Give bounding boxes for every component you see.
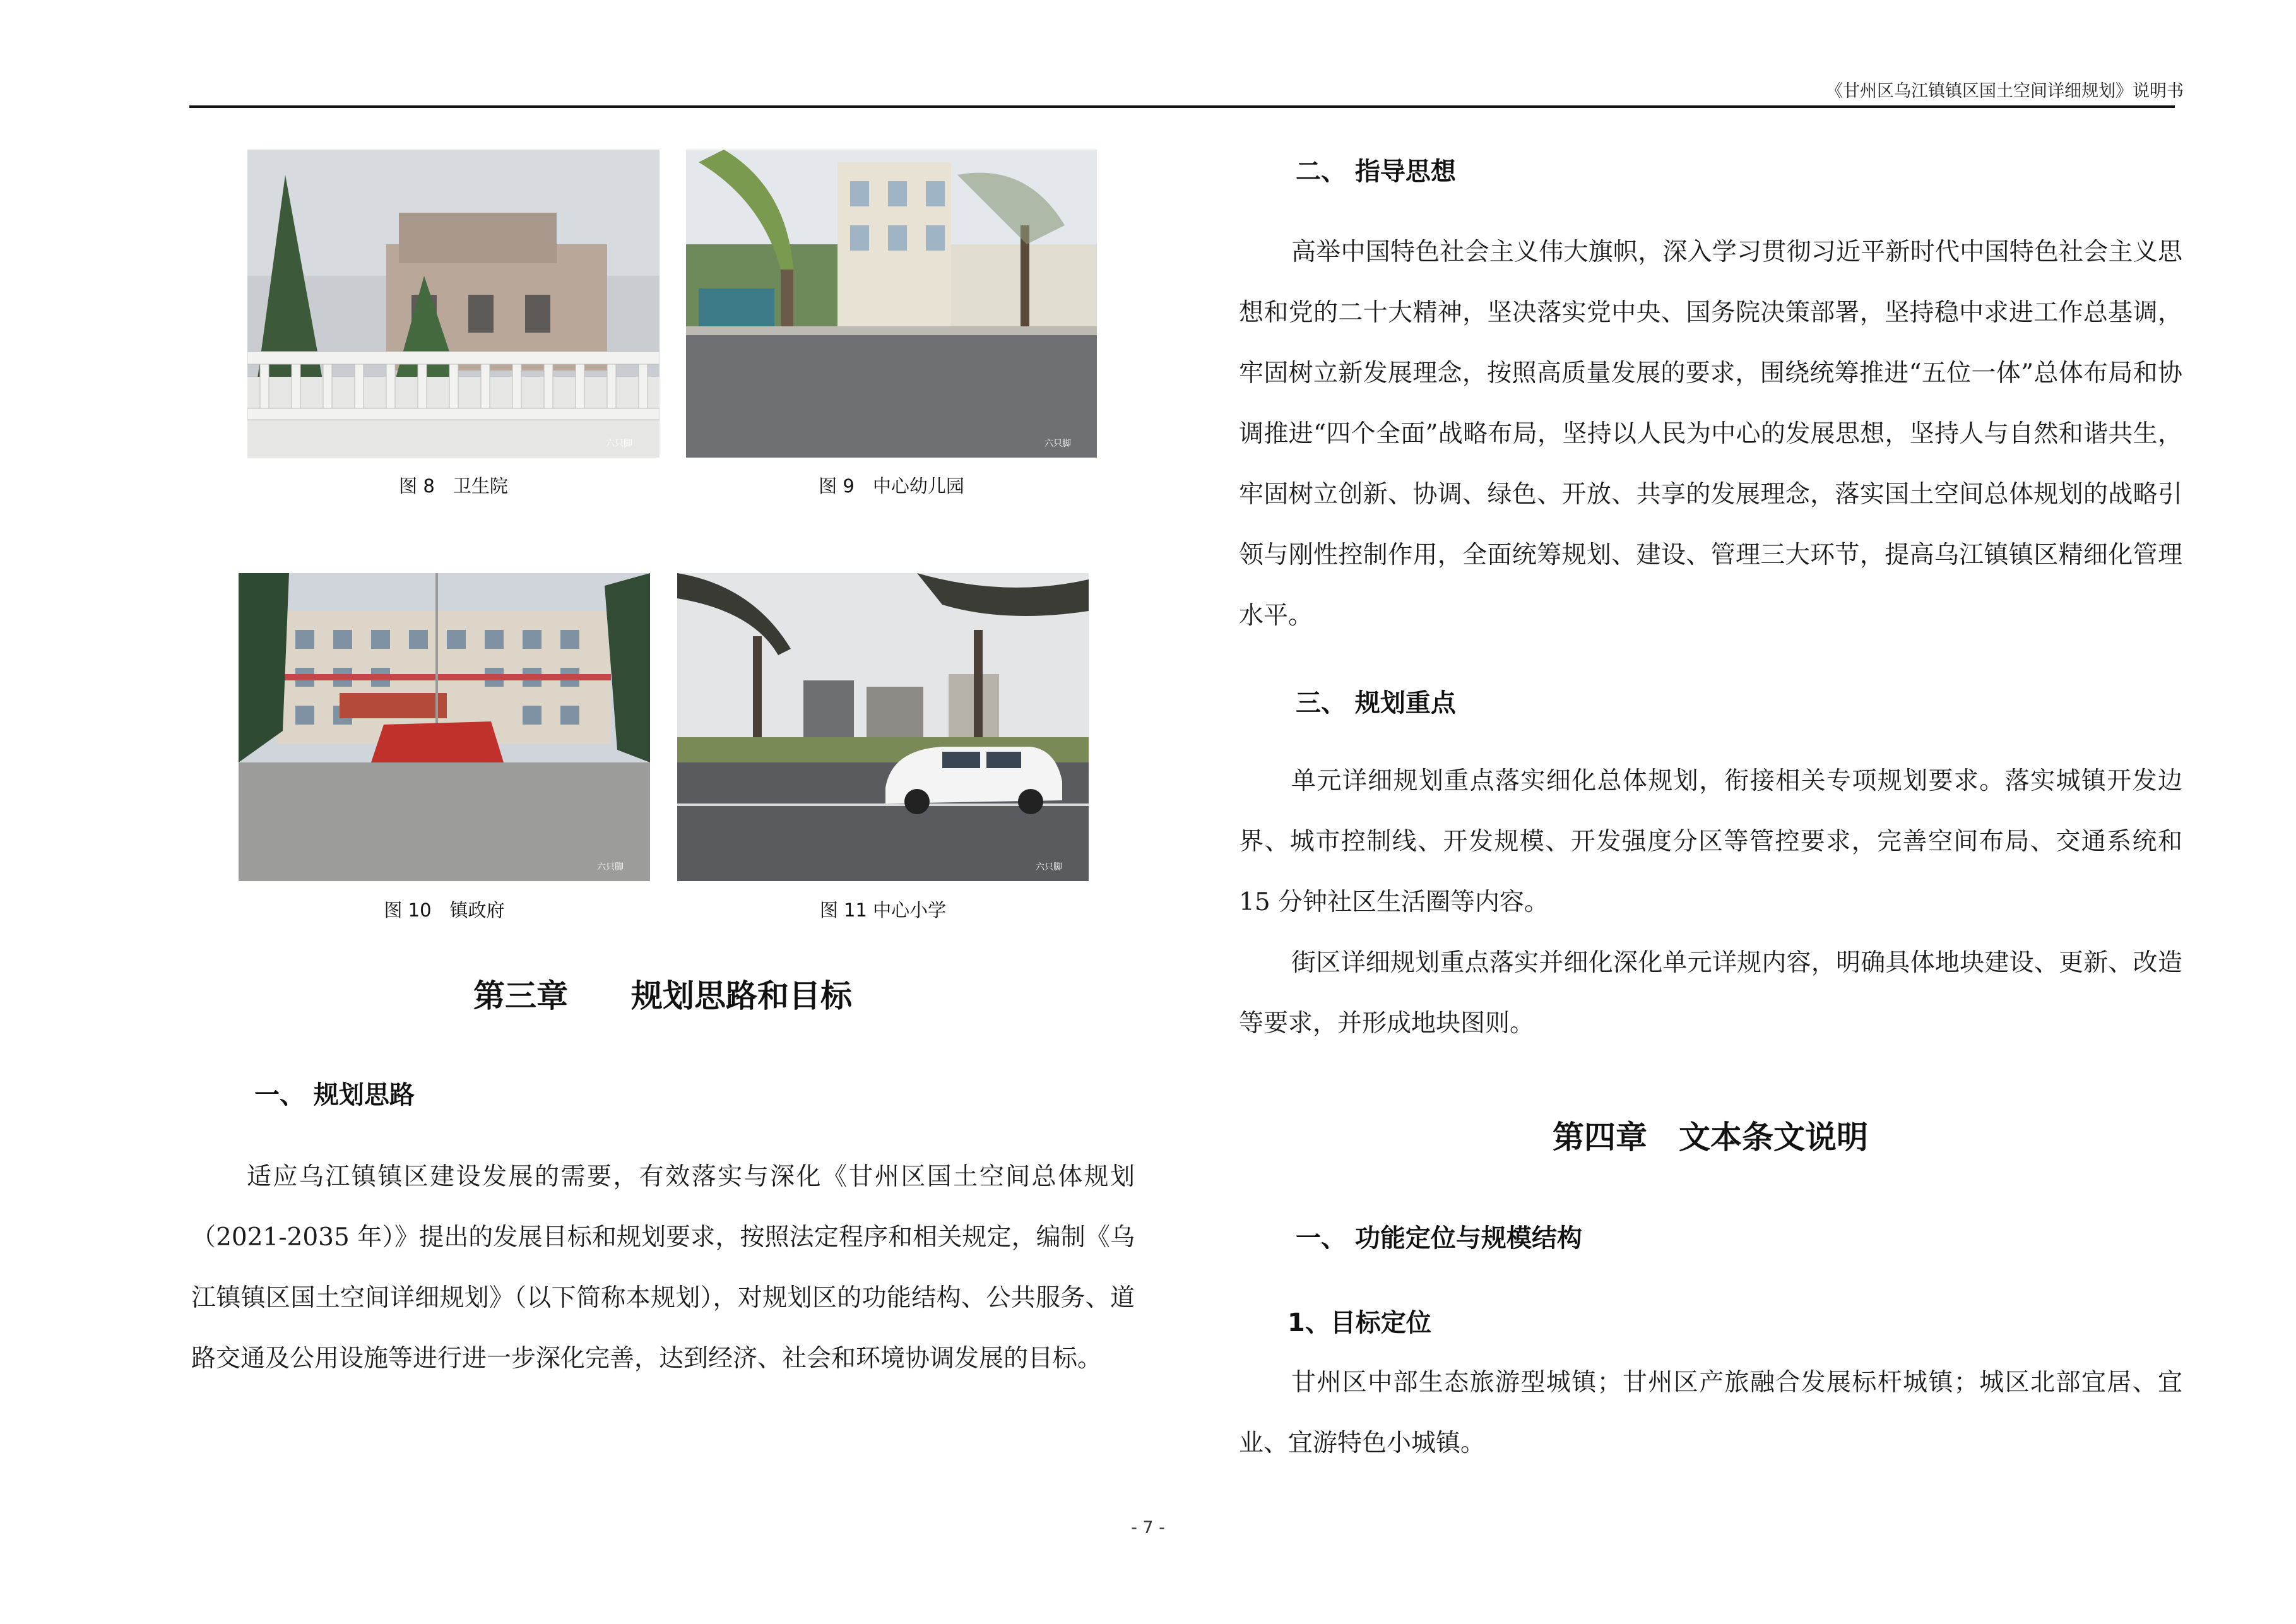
chapter-3-title: 第三章 规划思路和目标 [473,978,852,1014]
target-positioning-paragraph [1239,1353,2182,1474]
paragraph-text: 街区详细规划重点落实并细化深化单元详规内容，明确具体地块建设、更新、改造等要求，并形成地块图则。 [1239,949,2182,1038]
header-rule [189,105,2175,108]
figure-caption: 图 11 中心小学 [819,899,947,921]
section-heading-planning-focus: 三、 规划重点 [1296,689,1456,718]
paragraph-text: 甘州区中部生态旅游型城镇；甘州区产旅融合发展标杆城镇；城区北部宜居、宜业、宜游特色小城镇。 [1239,1368,2182,1457]
photo-watermark: 六只脚 [1036,862,1062,872]
photo-health-center [247,150,660,458]
figure-caption: 图 10 镇政府 [384,899,505,921]
photo-town-government [239,573,650,881]
chapter-4-title: 第四章 文本条文说明 [1553,1119,1868,1156]
paragraph-text: 适应乌江镇镇区建设发展的需要，有效落实与深化《甘州区国土空间总体规划（2021-2035 年）》提出的发展目标和规划要求，按照法定程序和相关规定，编制《乌江镇镇区国土空间详细规划》（以下简称本规划），对规划区的功能结构、公共服务、道路交通及公用设施等进行进一步深化完善，达到经济、社会和环境协调发展的目标。 [191,1163,1135,1373]
document-header-title: 《甘州区乌江镇镇区国土空间详细规划》说明书 [1826,81,2184,101]
photo-watermark: 六只脚 [606,439,632,449]
planning-focus-paragraph-1 [1239,751,2182,933]
paragraph-text: 单元详细规划重点落实细化总体规划，衔接相关专项规划要求。落实城镇开发边界、城市控制线、开发规模、开发强度分区等管控要求，完善空间布局、交通系统和 15 分钟社区生活圈等内容。 [1239,767,2182,916]
paragraph-text: 高举中国特色社会主义伟大旗帜，深入学习贯彻习近平新时代中国特色社会主义思想和党的二十大精神，坚决落实党中央、国务院决策部署，坚持稳中求进工作总基调，牢固树立新发展理念，按照高质量发展的要求，围绕统筹推进“五位一体”总体布局和协调推进“四个全面”战略布局，坚持以人民为中心的发展思想，坚持人与自然和谐共生，牢固树立创新、协调、绿色、开放、共享的发展理念，落实国土空间总体规划的战略引领与刚性控制作用，全面统筹规划、建设、管理三大环节，提高乌江镇镇区精细化管理水平。 [1239,238,2182,630]
planning-approach-paragraph [191,1147,1135,1389]
figure-caption: 图 9 中心幼儿园 [819,475,964,497]
figure-caption: 图 8 卫生院 [399,475,508,497]
photo-kindergarten [686,150,1097,458]
planning-focus-paragraph-2 [1239,933,2182,1054]
section-heading-planning-approach: 一、 规划思路 [254,1081,415,1110]
photo-primary-school [677,573,1089,881]
section-heading-function-positioning: 一、 功能定位与规模结构 [1296,1224,1582,1253]
guiding-ideology-paragraph [1239,222,2182,646]
page-number: - 7 - [1131,1518,1165,1538]
photo-watermark: 六只脚 [597,862,624,872]
photo-watermark: 六只脚 [1044,439,1071,449]
section-heading-guiding-ideology: 二、 指导思想 [1296,157,1456,186]
subsection-heading-target-positioning: 1、目标定位 [1287,1308,1431,1337]
